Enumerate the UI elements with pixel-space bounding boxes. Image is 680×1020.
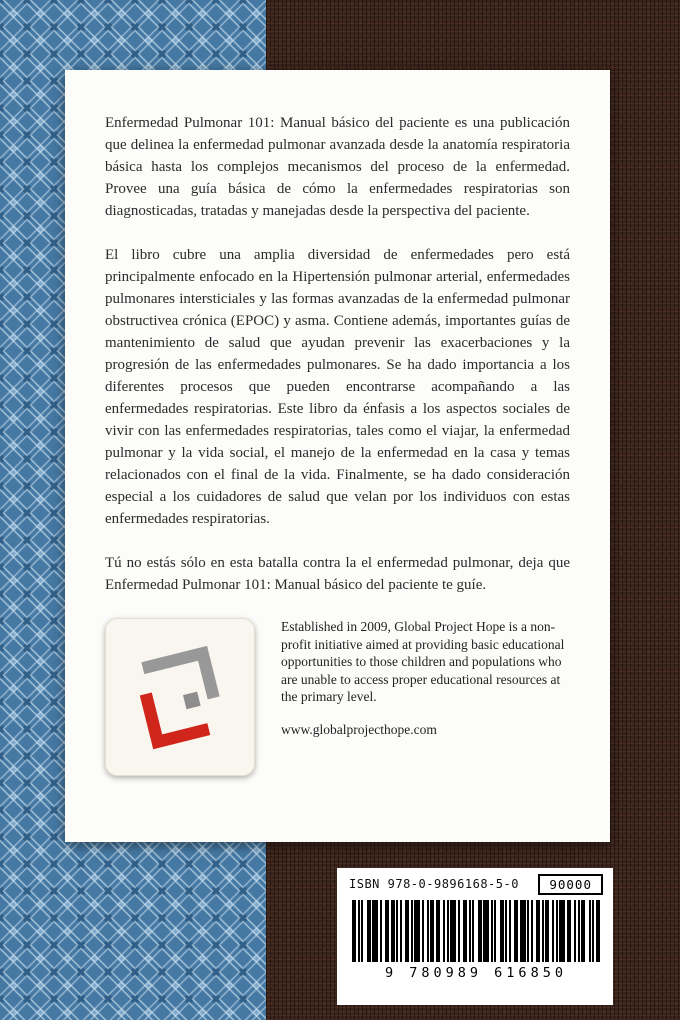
barcode-panel [337, 868, 613, 1005]
publisher-section [105, 618, 570, 776]
isbn-label: ISBN 978-0-9896168-5-0 [349, 877, 519, 891]
price-code-value: 90000 [549, 877, 592, 892]
synopsis-paragraph-1: Enfermedad Pulmonar 101: Manual básico del paciente es una publicación que delinea la enfermedad pulmonar avanzada desde la anatomía respiratoria básica hasta los complejos mecanismos del proceso de la enfermedad. Provee una guía básica de cómo la enfermedades respiratorias son diagnosticadas, tratadas y manejadas desde la perspectiva del paciente. [105, 115, 570, 219]
barcode-bars [349, 900, 603, 962]
publisher-text-block [281, 618, 570, 738]
back-cover-text-panel [65, 70, 610, 842]
barcode-number: 9 780989 616850 [385, 965, 567, 981]
publisher-logo [105, 618, 255, 776]
publisher-website: www.globalprojecthope.com [281, 721, 437, 737]
synopsis-paragraph-2: El libro cubre una amplia diversidad de enfermedades pero está principalmente enfocado en la Hipertensión pulmonar arterial, enfermedades pulmonares intersticiales y las formas avanzadas de la enfermedad pulmonar obstructivea crónica (EPOC) y asma. Contiene además, importantes guías de mantenimiento de salud que ayudan prevenir las exacerbaciones y la progresión de las enfermedades pulmonares. Se ha dado importancia a los diferentes procesos que pueden encontrarse acompañando a las enfermedades respiratorias. Este libro da énfasis a los aspectos sociales de vivir con las enfermedades respiratorias, tales como el viajar, la enfermedad pulmonar y la vida social, el manejo de la enfermedad en la casa y temas relacionados con el final de la vida. Finalmente, se ha dado consideración especial a los cuidadores de salud que velan por los individuos con estas enfermedades respiratorias. [105, 247, 570, 527]
barcode-header [349, 874, 603, 895]
price-code-box [538, 874, 603, 895]
synopsis-paragraph-3: Tú no estás sólo en esta batalla contra la el enfermedad pulmonar, deja que Enfermedad Pulmonar 101: Manual básico del paciente te guíe. [105, 555, 570, 593]
publisher-blurb: Established in 2009, Global Project Hope is a non-profit initiative aimed at providing basic educational opportunities to those children and populations who are unable to access proper educational resources at the primary level. [281, 619, 565, 704]
global-project-hope-logo-icon [124, 638, 236, 756]
